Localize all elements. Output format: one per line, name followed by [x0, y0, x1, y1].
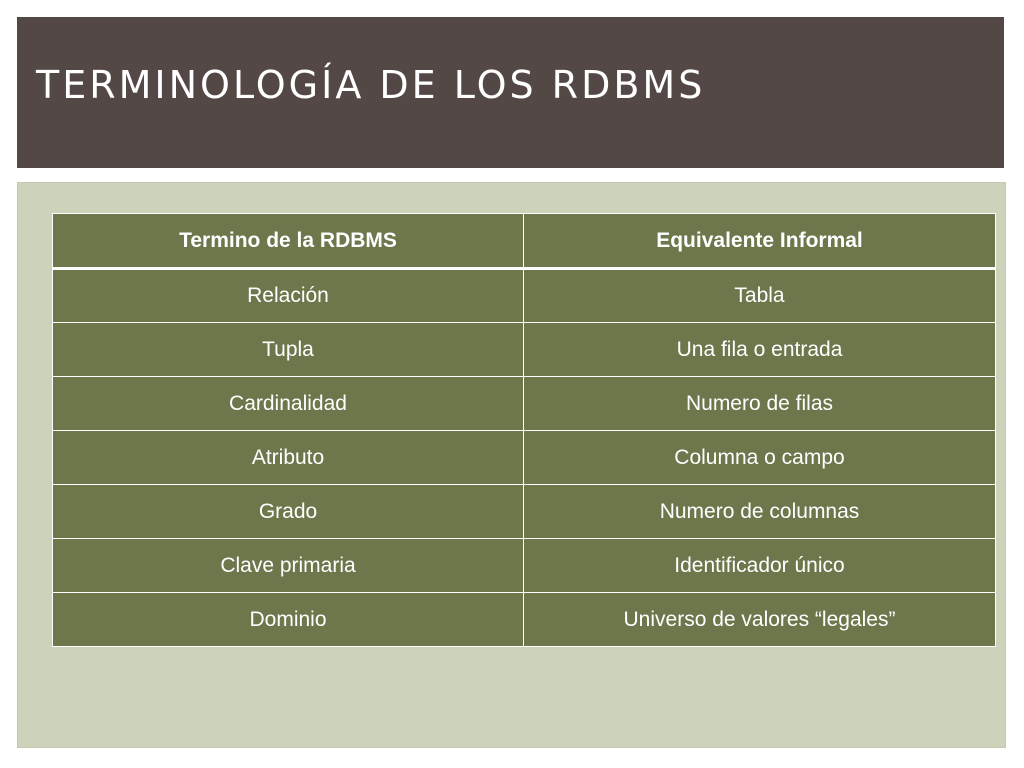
table-row	[53, 323, 996, 377]
table-cell-equivalent: Tabla	[524, 269, 996, 323]
header-informal-equivalent: Equivalente Informal	[524, 214, 996, 269]
table-cell-term: Tupla	[53, 323, 524, 377]
slide-title: TERMINOLOGÍA DE LOS RDBMS	[36, 63, 706, 107]
table-row	[53, 431, 996, 485]
table-cell-equivalent: Identificador único	[524, 539, 996, 593]
table-cell-term: Dominio	[53, 593, 524, 647]
table-cell-term: Atributo	[53, 431, 524, 485]
table-row	[53, 539, 996, 593]
table-cell-equivalent: Numero de columnas	[524, 485, 996, 539]
table-cell-term: Cardinalidad	[53, 377, 524, 431]
table-row	[53, 269, 996, 323]
table-cell-term: Relación	[53, 269, 524, 323]
table-cell-equivalent: Columna o campo	[524, 431, 996, 485]
table-cell-term: Clave primaria	[53, 539, 524, 593]
table-row	[53, 377, 996, 431]
table-header-row	[53, 214, 996, 269]
table-cell-equivalent: Universo de valores “legales”	[524, 593, 996, 647]
table-row	[53, 485, 996, 539]
table-cell-term: Grado	[53, 485, 524, 539]
header-rdbms-term: Termino de la RDBMS	[53, 214, 524, 269]
table-cell-equivalent: Una fila o entrada	[524, 323, 996, 377]
terminology-table	[52, 213, 996, 647]
table-cell-equivalent: Numero de filas	[524, 377, 996, 431]
table-row	[53, 593, 996, 647]
